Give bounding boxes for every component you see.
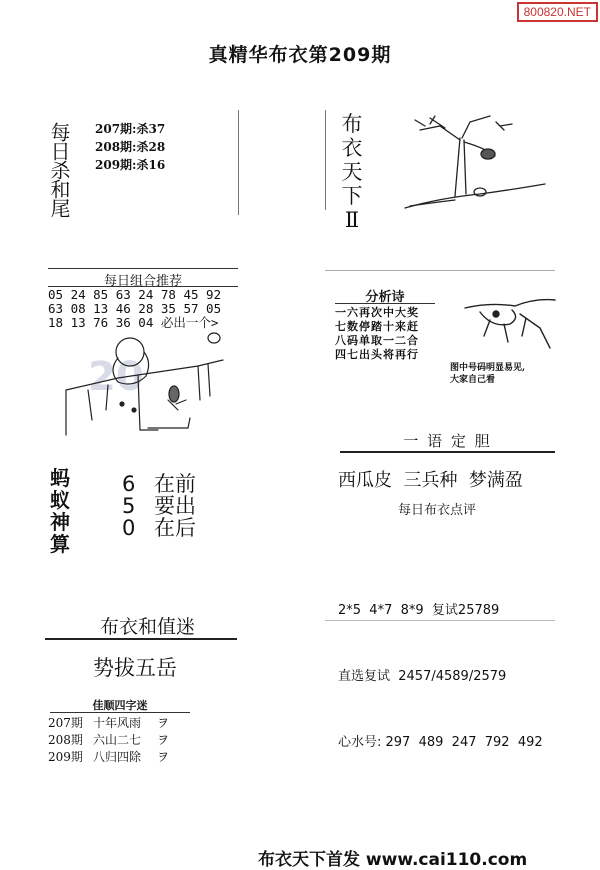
kill-row: 207期:杀37 bbox=[95, 122, 166, 136]
toad-label bbox=[50, 467, 70, 555]
toad-label-char: 蚁 bbox=[50, 488, 70, 512]
kill-row: 208期:杀28 bbox=[95, 140, 166, 154]
poem-note bbox=[450, 362, 525, 386]
site-badge: 800820.NET bbox=[517, 2, 598, 22]
riddle-rule bbox=[45, 638, 237, 640]
right-vertical-divider bbox=[325, 110, 326, 210]
poem-note-line: 大家自己看 bbox=[450, 375, 496, 385]
picks-rule bbox=[325, 620, 555, 621]
poem-lines bbox=[335, 306, 419, 362]
picks-line: 直选复试 2457/4589/2579 bbox=[338, 669, 507, 684]
kill-row: 209期:杀16 bbox=[95, 158, 166, 172]
page-title: 真精华布衣第209期 bbox=[208, 44, 392, 66]
toad-row: 5 要出 bbox=[122, 494, 196, 518]
toad-row: 6 在前 bbox=[122, 472, 196, 496]
svg-text:2​0: 2​0 bbox=[88, 354, 144, 400]
combo-row: 63 08 13 46 28 35 57 05 bbox=[48, 301, 222, 316]
daily-combo-numbers bbox=[48, 288, 221, 330]
four-char-rows bbox=[48, 714, 169, 765]
poem-rule bbox=[335, 303, 435, 304]
four-char-title: 佳顺四字迷 bbox=[92, 699, 148, 712]
picks-block bbox=[338, 556, 543, 776]
combo-row: 05 24 85 63 24 78 45 92 bbox=[48, 287, 222, 302]
heading-char: 衣 bbox=[341, 136, 363, 160]
combo-top-rule bbox=[48, 268, 238, 269]
one-word-subtitle: 每日布衣点评 bbox=[398, 503, 477, 518]
combo-row: 18 13 76 36 04 必出一个> bbox=[48, 315, 219, 330]
left-vertical-divider bbox=[238, 110, 239, 215]
four-char-row: 208期 六山二七 ヲ bbox=[48, 733, 170, 747]
one-word-title: 一 语 定 胆 bbox=[403, 432, 492, 450]
poem-line: 八码单取一二合 bbox=[335, 334, 419, 347]
heading-char: 天 bbox=[341, 160, 363, 184]
heading-char: 下 bbox=[341, 184, 363, 208]
four-char-row: 209期 八归四除 ヲ bbox=[48, 750, 170, 764]
kill-tail-label: 每日杀和尾 bbox=[47, 122, 71, 217]
footer-link[interactable]: 布衣天下首发 www.cai110.com bbox=[258, 850, 528, 870]
four-char-row: 207期 十年风雨 ヲ bbox=[48, 716, 170, 730]
one-word-phrase: 西瓜皮 三兵种 梦满盈 bbox=[338, 470, 523, 491]
toad-label-char: 神 bbox=[50, 510, 70, 534]
heading-char: 布 bbox=[341, 112, 363, 136]
poem-title: 分析诗 bbox=[365, 290, 405, 305]
poem-line: 七数停踏十来赶 bbox=[335, 320, 419, 333]
riddle-answer: 势拔五岳 bbox=[93, 656, 177, 680]
bird-branch-sketch-image bbox=[460, 288, 560, 358]
toad-label-char: 蚂 bbox=[50, 466, 70, 490]
monkey-sketch-image bbox=[48, 330, 240, 440]
cloth-world-heading bbox=[340, 112, 364, 232]
daily-combo-title: 每日组合推荐 bbox=[103, 274, 182, 289]
poem-line: 四七出头将再行 bbox=[335, 348, 419, 361]
four-char-rule bbox=[50, 712, 190, 713]
poem-note-line: 图中号码明显易见, bbox=[450, 363, 526, 373]
toad-rows bbox=[122, 468, 196, 540]
toad-label-char: 算 bbox=[50, 532, 70, 556]
section-rule bbox=[325, 270, 555, 271]
poem-line: 一六再次中大奖 bbox=[335, 306, 419, 319]
heading-char: Ⅱ bbox=[344, 208, 360, 232]
picks-line: 2*5 4*7 8*9 复试25789 bbox=[338, 603, 500, 618]
picks-line: 心水号: 297 489 247 792 492 bbox=[338, 735, 543, 750]
one-word-rule bbox=[340, 451, 555, 453]
riddle-title: 布衣和值迷 bbox=[99, 616, 195, 638]
tree-sketch-image bbox=[400, 108, 550, 213]
kill-tail-list bbox=[95, 120, 165, 174]
toad-row: 0 在后 bbox=[122, 516, 196, 540]
